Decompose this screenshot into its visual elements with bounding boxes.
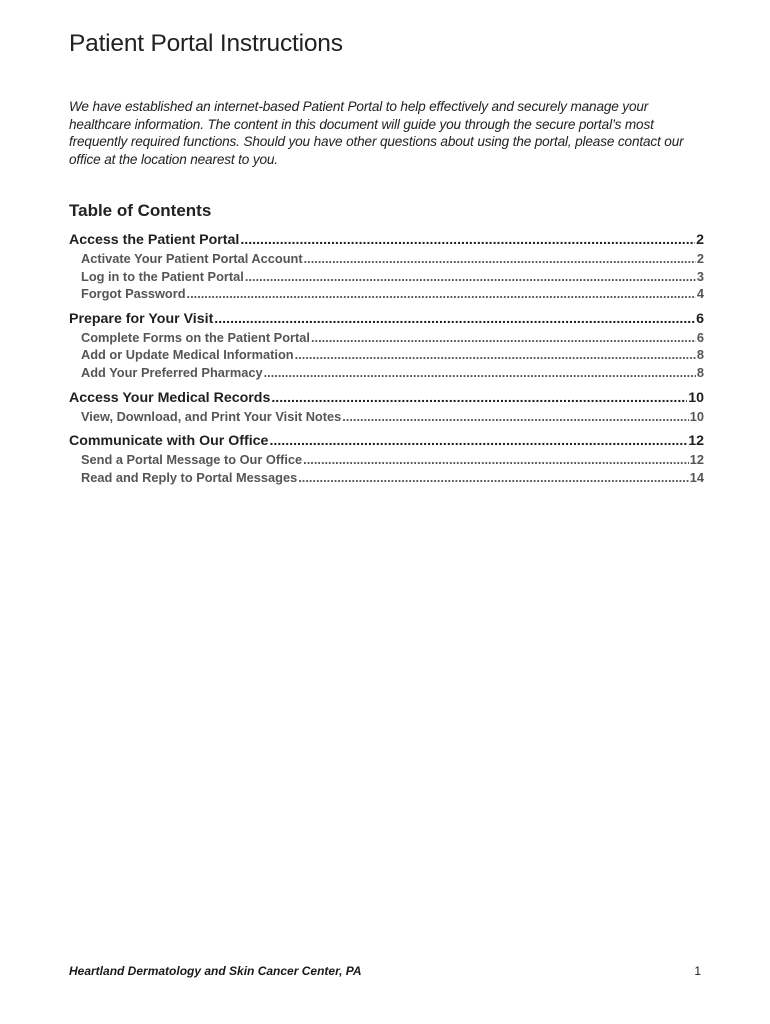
toc-subentry-label: Add or Update Medical Information bbox=[81, 347, 294, 363]
toc-subentry-label: Add Your Preferred Pharmacy bbox=[81, 364, 263, 380]
toc-subentry[interactable] bbox=[69, 365, 704, 383]
toc-leader-dots bbox=[303, 452, 689, 467]
toc-subentry[interactable] bbox=[69, 470, 704, 488]
toc-subentry-label: Forgot Password bbox=[81, 286, 186, 302]
toc-subentry[interactable] bbox=[69, 330, 704, 348]
toc-subentry-page: 3 bbox=[696, 268, 704, 284]
toc-heading: Table of Contents bbox=[69, 201, 212, 220]
toc-entry-page: 10 bbox=[688, 389, 704, 406]
page-title: Patient Portal Instructions bbox=[69, 30, 343, 57]
toc-subentry-label: View, Download, and Print Your Visit Notes bbox=[81, 408, 342, 424]
toc-subentry[interactable] bbox=[69, 347, 704, 365]
toc-leader-dots bbox=[271, 390, 687, 406]
toc-leader-dots bbox=[214, 311, 695, 327]
toc-entry-label: Access Your Medical Records bbox=[69, 389, 271, 406]
toc-entry[interactable] bbox=[69, 433, 704, 452]
toc-entry-page: 6 bbox=[696, 310, 704, 327]
toc-subentry-label: Activate Your Patient Portal Account bbox=[81, 251, 303, 266]
toc-subentry-label: Read and Reply to Portal Messages bbox=[81, 469, 298, 485]
toc-subentry-label: Send a Portal Message to Our Office bbox=[81, 452, 303, 468]
toc-subentry-page: 12 bbox=[689, 452, 704, 468]
toc-subentry-page: 6 bbox=[696, 329, 704, 345]
toc-leader-dots bbox=[295, 347, 696, 362]
toc-subentry[interactable] bbox=[69, 409, 704, 427]
toc-leader-dots bbox=[298, 470, 689, 485]
toc-entry-label: Access the Patient Portal bbox=[69, 232, 240, 248]
toc-subentry[interactable] bbox=[69, 452, 704, 470]
toc-entry-page: 2 bbox=[696, 232, 704, 248]
toc-entry[interactable] bbox=[69, 311, 704, 330]
toc-leader-dots bbox=[245, 269, 696, 284]
toc-section-access-portal bbox=[69, 232, 704, 304]
toc-subentry-label: Log in to the Patient Portal bbox=[81, 268, 244, 284]
toc-section-prepare-visit bbox=[69, 311, 704, 383]
footer-organization: Heartland Dermatology and Skin Cancer Center, PA bbox=[69, 964, 362, 978]
toc-leader-dots bbox=[187, 286, 696, 301]
toc-section-medical-records bbox=[69, 390, 704, 427]
toc-subentry-page: 14 bbox=[689, 469, 704, 485]
toc-entry[interactable] bbox=[69, 232, 704, 251]
toc-subentry[interactable] bbox=[69, 269, 704, 287]
toc-entry-label: Prepare for Your Visit bbox=[69, 310, 214, 327]
toc-subentry-page: 4 bbox=[696, 286, 704, 302]
toc-leader-dots bbox=[304, 251, 696, 266]
toc-subentry-page: 2 bbox=[696, 251, 704, 266]
intro-paragraph: We have established an internet-based Patient Portal to help effectively and securely manage your healthcare information. The content in this document will guide you through the secure portal’s most frequently required functions. Should you have other questions about using the portal, please contact our office at the location nearest to you. bbox=[69, 99, 684, 167]
toc-entry-label: Communicate with Our Office bbox=[69, 433, 269, 450]
toc-entry-page: 12 bbox=[688, 433, 704, 450]
toc-leader-dots bbox=[342, 409, 689, 424]
toc-subentry-page: 8 bbox=[696, 347, 704, 363]
table-of-contents bbox=[69, 232, 704, 494]
toc-leader-dots bbox=[269, 433, 687, 449]
toc-subentry-label: Complete Forms on the Patient Portal bbox=[81, 329, 310, 345]
toc-section-communicate bbox=[69, 433, 704, 487]
footer-page-number: 1 bbox=[694, 964, 701, 978]
toc-leader-dots bbox=[240, 232, 695, 248]
toc-subentry[interactable] bbox=[69, 286, 704, 304]
toc-subentry-page: 10 bbox=[689, 408, 704, 424]
toc-entry[interactable] bbox=[69, 390, 704, 409]
toc-leader-dots bbox=[264, 365, 696, 380]
toc-leader-dots bbox=[311, 330, 696, 345]
toc-subentry-page: 8 bbox=[696, 364, 704, 380]
toc-subentry[interactable] bbox=[69, 251, 704, 269]
